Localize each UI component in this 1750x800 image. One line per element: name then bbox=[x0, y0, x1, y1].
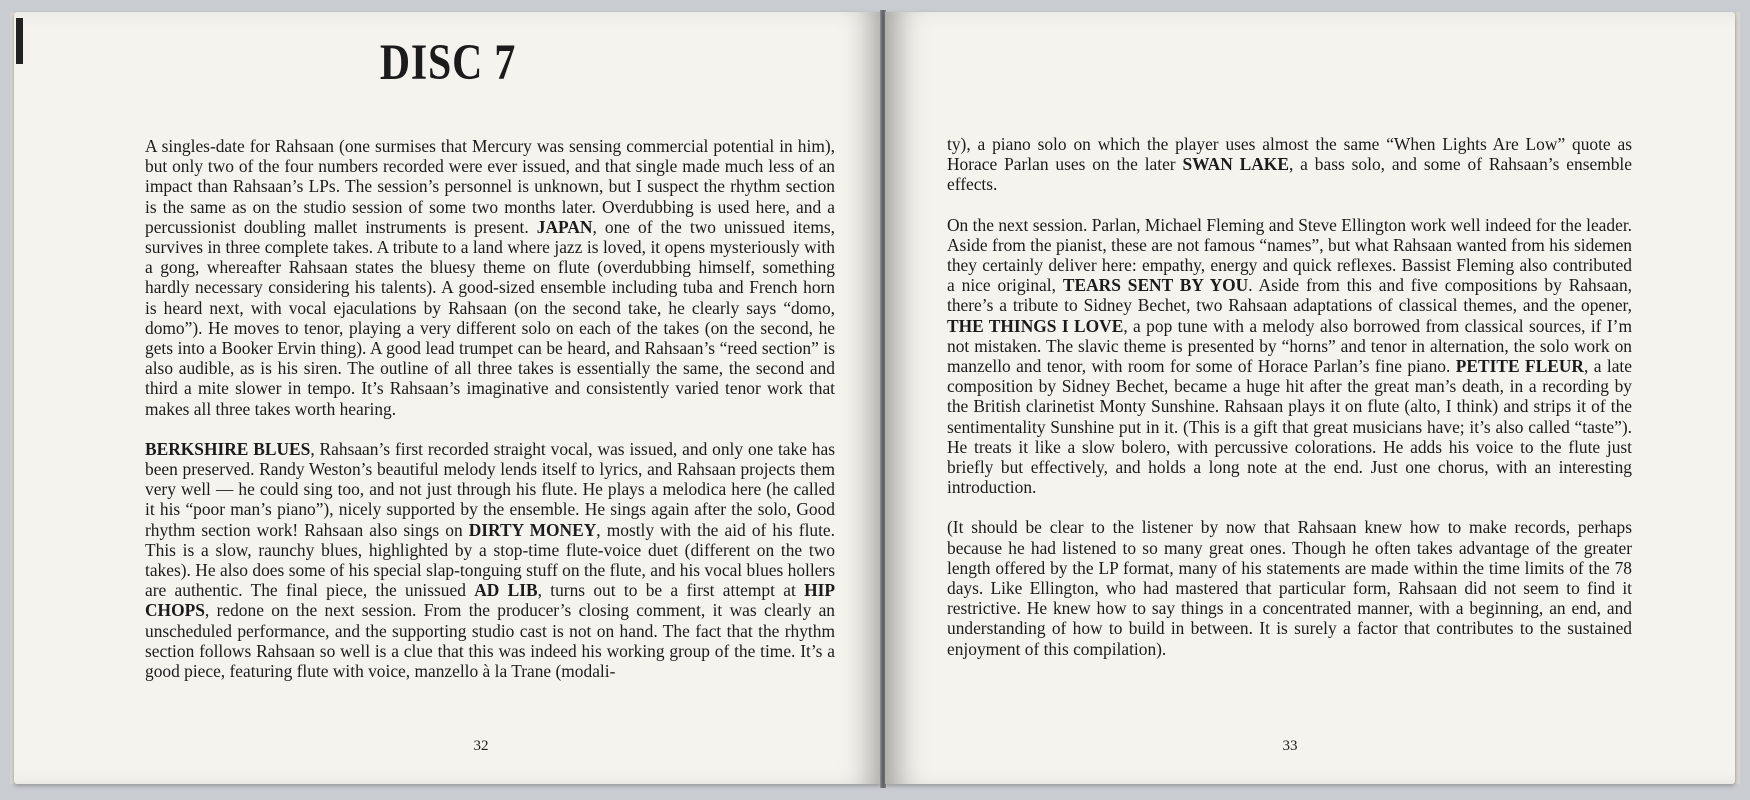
track-the-things-i-love: THE THINGS I LOVE bbox=[947, 315, 1124, 336]
track-ad-lib: AD LIB bbox=[474, 580, 538, 601]
right-page-body bbox=[947, 134, 1632, 679]
track-japan: JAPAN bbox=[536, 216, 593, 237]
track-dirty-money: DIRTY MONEY bbox=[468, 519, 597, 540]
track-tears-sent-by-you: TEARS SENT BY YOU bbox=[1062, 275, 1249, 296]
paragraph-records: (It should be clear to the listener by now that Rahsaan knew how to make records, perhaps because he had listened to so many great ones. Though he often takes advantage of the greater length offered by the LP format, many of his statements are made within the time limits of the 78 days. Like Ellington, who had mastered that particular form, Rahsaan did not seem to find it restrictive. He knew how to say things in a concentrated manner, with a beginning, an end, and understanding of how to build in between. It is surely a factor that contributes to the sustained enjoyment of this compilation). bbox=[947, 517, 1632, 659]
right-page bbox=[885, 12, 1735, 784]
track-swan-lake: SWAN LAKE bbox=[1182, 154, 1289, 175]
disc-title: DISC 7 bbox=[379, 35, 517, 91]
paragraph-japan: A singles-date for Rahsaan (one surmises that Mercury was sensing commercial potential in him), but only two of the four numbers recorded were ever issued, and that single made much less of an impact than Rahsaan’s LPs. The session’s personnel is unknown, but I suspect the rhythm section is the same as on the studio session of some two months later. Overdubbing is used here, and a percussionist doubling mallet instruments is present. JAPAN, one of the two unissued items, survives in three complete takes. A tribute to a land where jazz is loved, it opens mysteriously with a gong, whereafter Rahsaan states the bluesy theme on flute (overdubbing himself, something hardly necessary considering his talents). A good-sized ensemble including tuba and French horn is heard next, with vocal ejaculations by Rahsaan (on the second take, he clearly says “domo, domo”). He moves to tenor, playing a very different solo on each of the takes (on the second, he gets into a Booker Ervin thing). A good lead trumpet can be heard, and Rahsaan’s “reed section” is also audible, as is his siren. The outline of all three takes is essentially the same, the second and third a mite slower in tempo. It’s Rahsaan’s imaginative and consistently varied tenor work that makes all three takes worth hearing. bbox=[145, 136, 835, 419]
track-berkshire-blues: BERKSHIRE BLUES bbox=[145, 438, 311, 459]
page-edges-right bbox=[1736, 12, 1740, 784]
page-number-right: 33 bbox=[1282, 738, 1298, 754]
paragraph-berkshire-blues: BERKSHIRE BLUES, Rahsaan’s first recorded straight vocal, was issued, and only one take has been preserved. Randy Weston’s beautiful melody lends itself to lyrics, and Rahsaan projects them very well — he could sing too, and not just through his flute. He plays a melodica here (he called it his “poor man’s piano”), nicely supported by the ensemble. He sings again after the solo, Good rhythm section work! Rahsaan also sings on DIRTY MONEY, mostly with the aid of his flute. This is a slow, raunchy blues, highlighted by a stop-time flute-voice duet (different on the two takes). He also does some of his special slap-tonguing stuff on the flute, and his vocal blues hollers are authentic. The final piece, the unissued AD LIB, turns out to be a first attempt at HIP CHOPS, redone on the next session. From the producer’s closing comment, it was clearly an unscheduled performance, and the supporting studio cast is not on hand. The fact that the rhythm section follows Rahsaan so well is a clue that this was indeed his working group of the time. It’s a good piece, featuring flute with voice, manzello à la Trane (modali- bbox=[145, 438, 836, 682]
paragraph-swan-lake: ty), a piano solo on which the player uses almost the same “When Lights Are Low” quote as Horace Parlan uses on the later SWAN LAKE, a bass solo, and some of Rahsaan’s ensemble effects. bbox=[947, 134, 1632, 195]
track-petite-fleur: PETITE FLEUR bbox=[1455, 356, 1584, 377]
left-page bbox=[14, 12, 882, 784]
paragraph-next-session: On the next session. Parlan, Michael Fleming and Steve Ellington work well indeed for the leader. Aside from the pianist, these are not famous “names”, but what Rahsaan wanted from his sidemen they certainly deliver here: empathy, energy and quick reflexes. Bassist Fleming also contributed a nice original, TEARS SENT BY YOU. Aside from this and five compositions by Rahsaan, there’s a tribute to Sidney Bechet, two Rahsaan adaptations of classical themes, and the opener, THE THINGS I LOVE, a pop tune with a melody also borrowed from classical sources, if I’m not mistaken. The slavic theme is presented by “horns” and tenor in alternation, the solo work on manzello and tenor, with room for some of Horace Parlan’s fine piano. PETITE FLEUR, a late composition by Sidney Bechet, became a huge hit after the great man’s death, in a recording by the British clarinetist Monty Sunshine. Rahsaan plays it on flute (alto, I think) and strips it of the sentimentality Sunshine put in it. (This is a gift that great musicians have; it’s also called “taste”). He treats it like a slow bolero, with percussive colorations. He adds his voice to the flute just briefly but effectively, and holds a long note at the end. Just one chorus, with an interesting introduction. bbox=[947, 214, 1632, 498]
page-number-left: 32 bbox=[473, 738, 489, 754]
track-hip-chops: HIP CHOPS bbox=[145, 580, 836, 621]
binding-mark bbox=[16, 18, 23, 64]
left-page-body bbox=[145, 136, 835, 701]
